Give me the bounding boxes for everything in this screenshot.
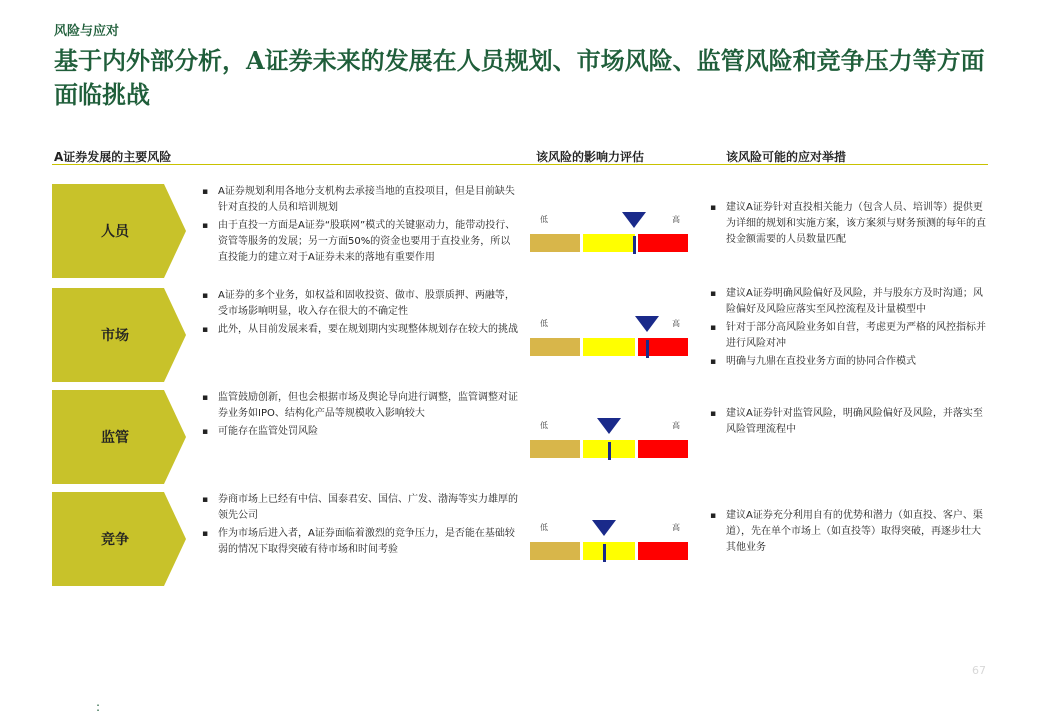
meter-high-band	[638, 440, 688, 458]
response-list	[708, 286, 986, 372]
risk-bullets	[200, 492, 518, 560]
meter-high-label: 高	[672, 215, 680, 224]
risk-bullet: ▪ A证券的多个业务，如权益和固收投资、做市、股票质押、两融等，受市场影响明显，收入存在很大的不确定性	[200, 288, 518, 320]
risk-bullets	[200, 288, 518, 340]
meter-low-label: 低	[540, 421, 548, 430]
meter-high-label: 高	[672, 523, 680, 532]
meter-high-band	[638, 234, 688, 252]
impact-marker-line	[603, 544, 606, 562]
response-list	[708, 200, 986, 250]
column-header-impact: 该风险的影响力评估	[536, 150, 645, 164]
meter-high-label: 高	[672, 421, 680, 430]
column-header-risks: A证券发展的主要风险	[54, 150, 172, 164]
risk-bullet: ▪ A证券规划利用各地分支机构去承接当地的直投项目，但是目前缺失针对直投的人员和培训规划	[200, 184, 518, 216]
header-divider	[52, 164, 988, 165]
page-number: 67	[972, 664, 986, 677]
impact-marker-line	[633, 236, 636, 254]
risk-bullet: ▪ 监管鼓励创新，但也会根据市场及舆论导向进行调整，监管调整对证券业务如IPO、结构化产品等规模收入影响较大	[200, 390, 518, 422]
risk-bullets	[200, 390, 518, 442]
meter-high-band	[638, 542, 688, 560]
meter-low-band	[530, 542, 580, 560]
impact-marker-icon	[592, 520, 616, 536]
risk-bullet: ▪ 由于直投一方面是A证券“股联网”模式的关键驱动力，能带动投行、资管等服务的发展；另一方面50%的资金也要用于直投业务，所以直投能力的建立对于A证券未来的落地有重要作用	[200, 218, 518, 266]
response-list	[708, 508, 986, 558]
meter-low-band	[530, 234, 580, 252]
risk-category-label: 人员	[101, 224, 129, 240]
meter-low-label: 低	[540, 319, 548, 328]
meter-mid-band	[583, 338, 635, 356]
meter-low-band	[530, 338, 580, 356]
impact-marker-icon	[597, 418, 621, 434]
response-item: ▪ 建议A证券充分利用自有的优势和潜力（如直投、客户、渠道），先在单个市场上（如直投等）取得突破，再逐步壮大其他业务	[708, 508, 986, 556]
meter-low-label: 低	[540, 523, 548, 532]
risk-bullet: ▪ 此外，从目前发展来看，要在规划期内实现整体规划存在较大的挑战	[200, 322, 518, 338]
meter-high-label: 高	[672, 319, 680, 328]
risk-category-label: 监管	[101, 430, 129, 446]
risk-bullets	[200, 184, 518, 268]
footer-mark: :	[96, 700, 101, 714]
response-item: ▪ 建议A证券针对监管风险，明确风险偏好及风险，并落实至风险管理流程中	[708, 406, 986, 438]
section-tag: 风险与应对	[54, 24, 120, 39]
risk-category-label: 市场	[101, 328, 129, 344]
meter-mid-band	[583, 234, 635, 252]
impact-meter	[530, 420, 688, 460]
risk-bullet: ▪ 作为市场后进入者，A证券面临着激烈的竞争压力，是否能在基础较弱的情况下取得突破有待市场和时间考验	[200, 526, 518, 558]
response-item: ▪ 明确与九鼎在直投业务方面的协同合作模式	[708, 354, 986, 370]
response-list	[708, 406, 986, 440]
impact-marker-icon	[622, 212, 646, 228]
risk-bullet: ▪ 可能存在监管处罚风险	[200, 424, 518, 440]
impact-meter	[530, 318, 688, 358]
response-item: ▪ 针对于部分高风险业务如自营，考虑更为严格的风控指标并进行风险对冲	[708, 320, 986, 352]
meter-low-label: 低	[540, 215, 548, 224]
meter-mid-band	[583, 542, 635, 560]
impact-marker-line	[608, 442, 611, 460]
risk-bullet: ▪ 券商市场上已经有中信、国泰君安、国信、广发、渤海等实力雄厚的领先公司	[200, 492, 518, 524]
response-item: ▪ 建议A证券针对直投相关能力（包含人员、培训等）提供更为详细的规划和实施方案，该方案须与财务预测的每年的直投金额需要的人员数量匹配	[708, 200, 986, 248]
response-item: ▪ 建议A证券明确风险偏好及风险，并与股东方及时沟通；风险偏好及风险应落实至风控流程及计量模型中	[708, 286, 986, 318]
impact-marker-line	[646, 340, 649, 358]
impact-marker-icon	[635, 316, 659, 332]
column-header-response: 该风险可能的应对举措	[726, 150, 847, 164]
page-title: 基于内外部分析，A证券未来的发展在人员规划、市场风险、监管风险和竞争压力等方面面临挑战	[54, 46, 985, 109]
risk-category-label: 竞争	[101, 532, 129, 548]
impact-meter	[530, 522, 688, 562]
meter-low-band	[530, 440, 580, 458]
impact-meter	[530, 214, 688, 254]
